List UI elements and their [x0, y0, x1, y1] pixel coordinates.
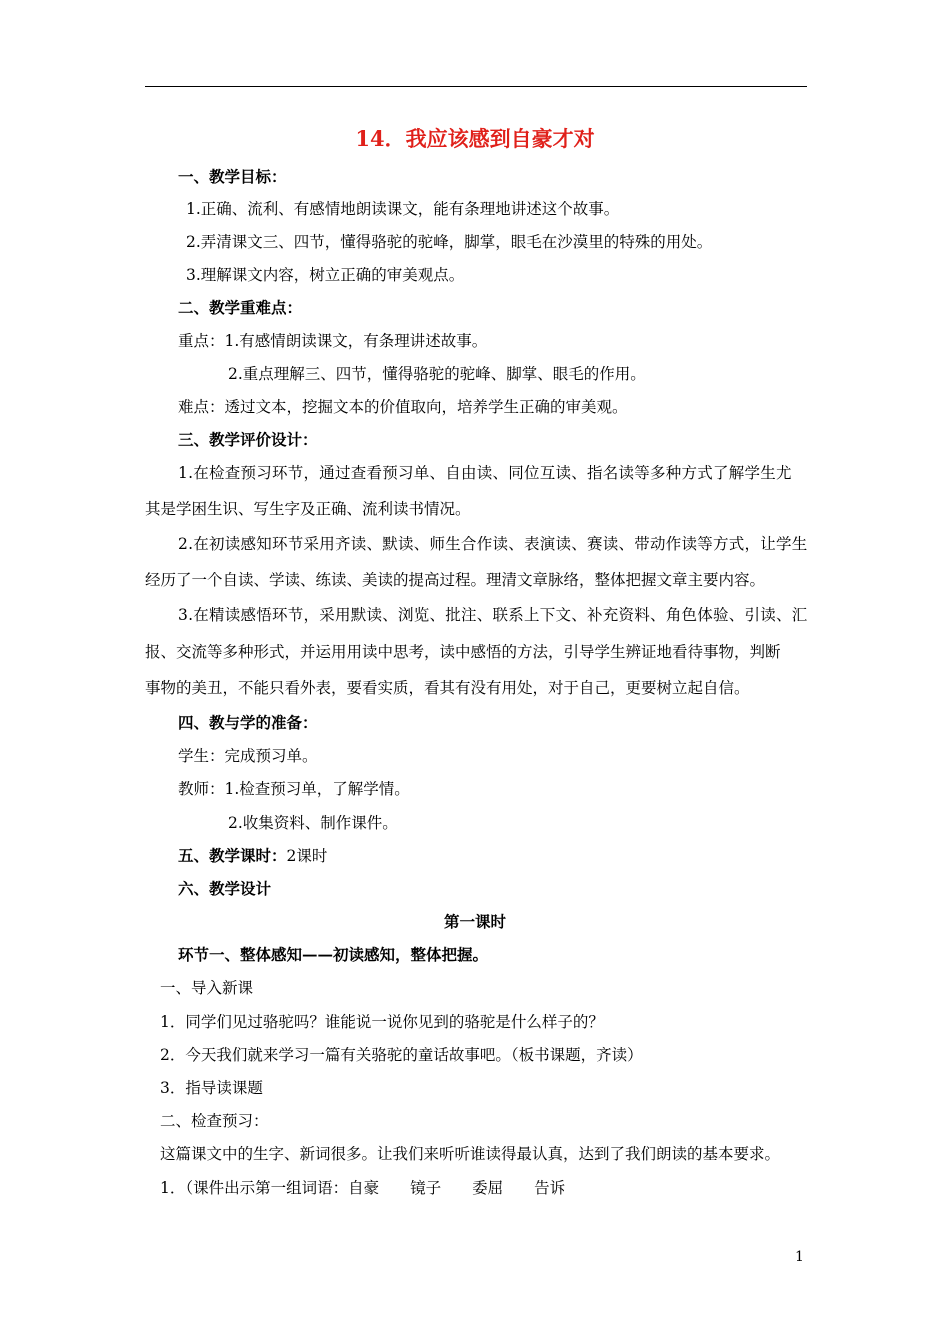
- part-one-heading: 一、导入新课: [160, 979, 254, 997]
- evaluation-p1-line2: 其是学困生识、写生字及正确、流利读书情况。: [145, 500, 471, 518]
- document-title: 14．我应该感到自豪才对: [355, 126, 595, 151]
- heading-evaluation-design: 三、教学评价设计：: [178, 430, 318, 449]
- lesson-title: 第一课时: [443, 912, 506, 931]
- goal-item-3: 3.理解课文内容，树立正确的审美观点。: [186, 266, 465, 284]
- evaluation-p2-line2: 经历了一个自读、学读、练读、美读的提高过程。理清文章脉络，整体把握文章主要内容。: [145, 571, 766, 589]
- heading-preparation: 四、教与学的准备：: [178, 713, 318, 732]
- part-one-item-2: 2．今天我们就来学习一篇有关骆驼的童话故事吧。（板书课题，齐读）: [160, 1046, 643, 1064]
- page-number: 1: [795, 1249, 804, 1265]
- preparation-teacher-1: 教师：1.检查预习单，了解学情。: [178, 780, 410, 798]
- key-point-1: 重点：1.有感情朗读课文，有条理讲述故事。: [178, 332, 488, 350]
- evaluation-p3-line1: 3.在精读感悟环节，采用默读、浏览、批注、联系上下文、补充资料、角色体验、引读、汇: [178, 606, 808, 624]
- difficult-point: 难点：透过文本，挖掘文本的价值取向，培养学生正确的审美观。: [178, 398, 628, 416]
- class-hours-row: [178, 846, 327, 866]
- phase-one-heading: 环节一、整体感知——初读感知，整体把握。: [178, 945, 489, 964]
- goal-item-1: 1.正确、流利、有感情地朗读课文，能有条理地讲述这个故事。: [186, 200, 620, 218]
- part-two-intro: 这篇课文中的生字、新词很多。让我们来听听谁读得最认真，达到了我们朗读的基本要求。: [160, 1145, 781, 1163]
- evaluation-p2-line1: 2.在初读感知环节采用齐读、默读、师生合作读、表演读、赛读、带动作读等方式，让学生: [178, 535, 808, 553]
- part-one-item-3: 3．指导读课题: [160, 1079, 263, 1097]
- goal-item-2: 2.弄清课文三、四节，懂得骆驼的驼峰，脚掌，眼毛在沙漠里的特殊的用处。: [186, 233, 713, 251]
- heading-teaching-design: 六、教学设计: [178, 879, 272, 898]
- preparation-student: 学生：完成预习单。: [178, 747, 318, 765]
- evaluation-p3-line2: 报、交流等多种形式，并运用用读中思考，读中感悟的方法，引导学生辨证地看待事物，判断: [145, 643, 781, 661]
- heading-class-hours: 五、教学课时：: [178, 846, 287, 865]
- evaluation-p1-line1: 1.在检查预习环节，通过查看预习单、自由读、同位互读、指名读等多种方式了解学生尤: [178, 464, 792, 482]
- key-point-2: 2.重点理解三、四节，懂得骆驼的驼峰、脚掌、眼毛的作用。: [228, 365, 646, 383]
- evaluation-p3-line3: 事物的美丑，不能只看外表，要看实质，看其有没有用处，对于自己，更要树立起自信。: [145, 679, 750, 697]
- header-rule: [145, 86, 807, 87]
- preparation-teacher-2: 2.收集资料、制作课件。: [228, 814, 398, 832]
- part-one-item-1: 1．同学们见过骆驼吗？谁能说一说你见到的骆驼是什么样子的？: [160, 1013, 604, 1031]
- class-hours-value: 2课时: [286, 847, 328, 865]
- heading-key-points: 二、教学重难点：: [178, 298, 303, 317]
- part-two-heading: 二、检查预习：: [160, 1112, 269, 1130]
- heading-teaching-goals: 一、教学目标：: [178, 167, 287, 186]
- part-two-item-1: 1．（课件出示第一组词语：自豪 镜子 委屈 告诉: [160, 1179, 566, 1197]
